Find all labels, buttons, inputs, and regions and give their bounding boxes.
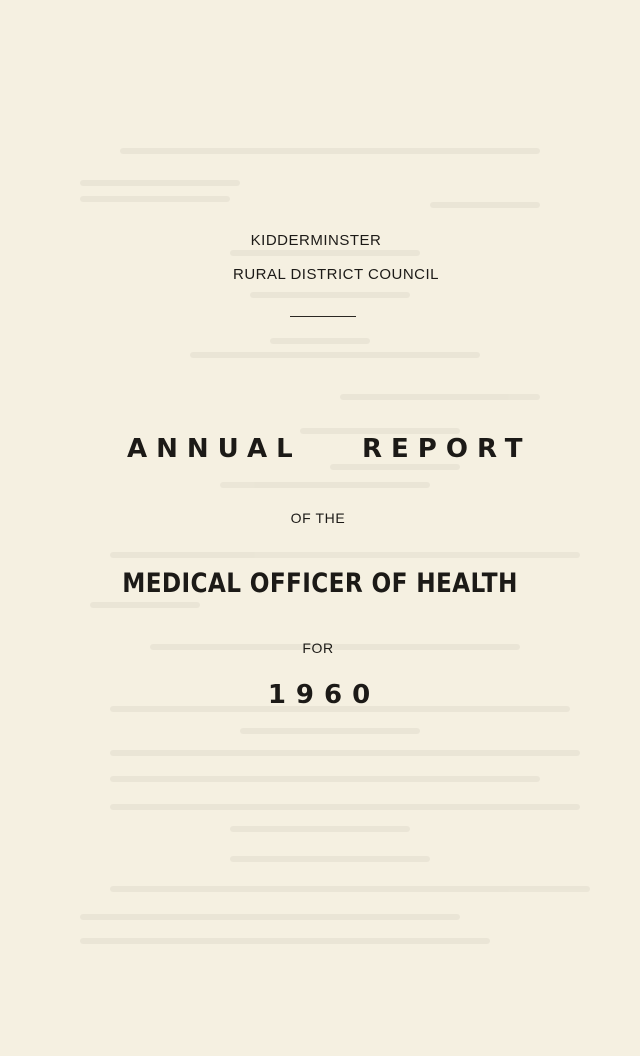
title-word-report: REPORT: [362, 434, 532, 464]
title-word-annual: ANNUAL: [127, 434, 302, 464]
report-year: 1960: [267, 680, 381, 710]
council-name: KIDDERMINSTER: [250, 232, 382, 249]
connector-text: OF THE: [290, 510, 346, 526]
for-label: FOR: [302, 640, 334, 656]
divider-rule: [290, 316, 356, 317]
office-title: MEDICAL OFFICER OF HEALTH: [122, 568, 518, 599]
council-type: RURAL DISTRICT COUNCIL: [232, 266, 440, 283]
